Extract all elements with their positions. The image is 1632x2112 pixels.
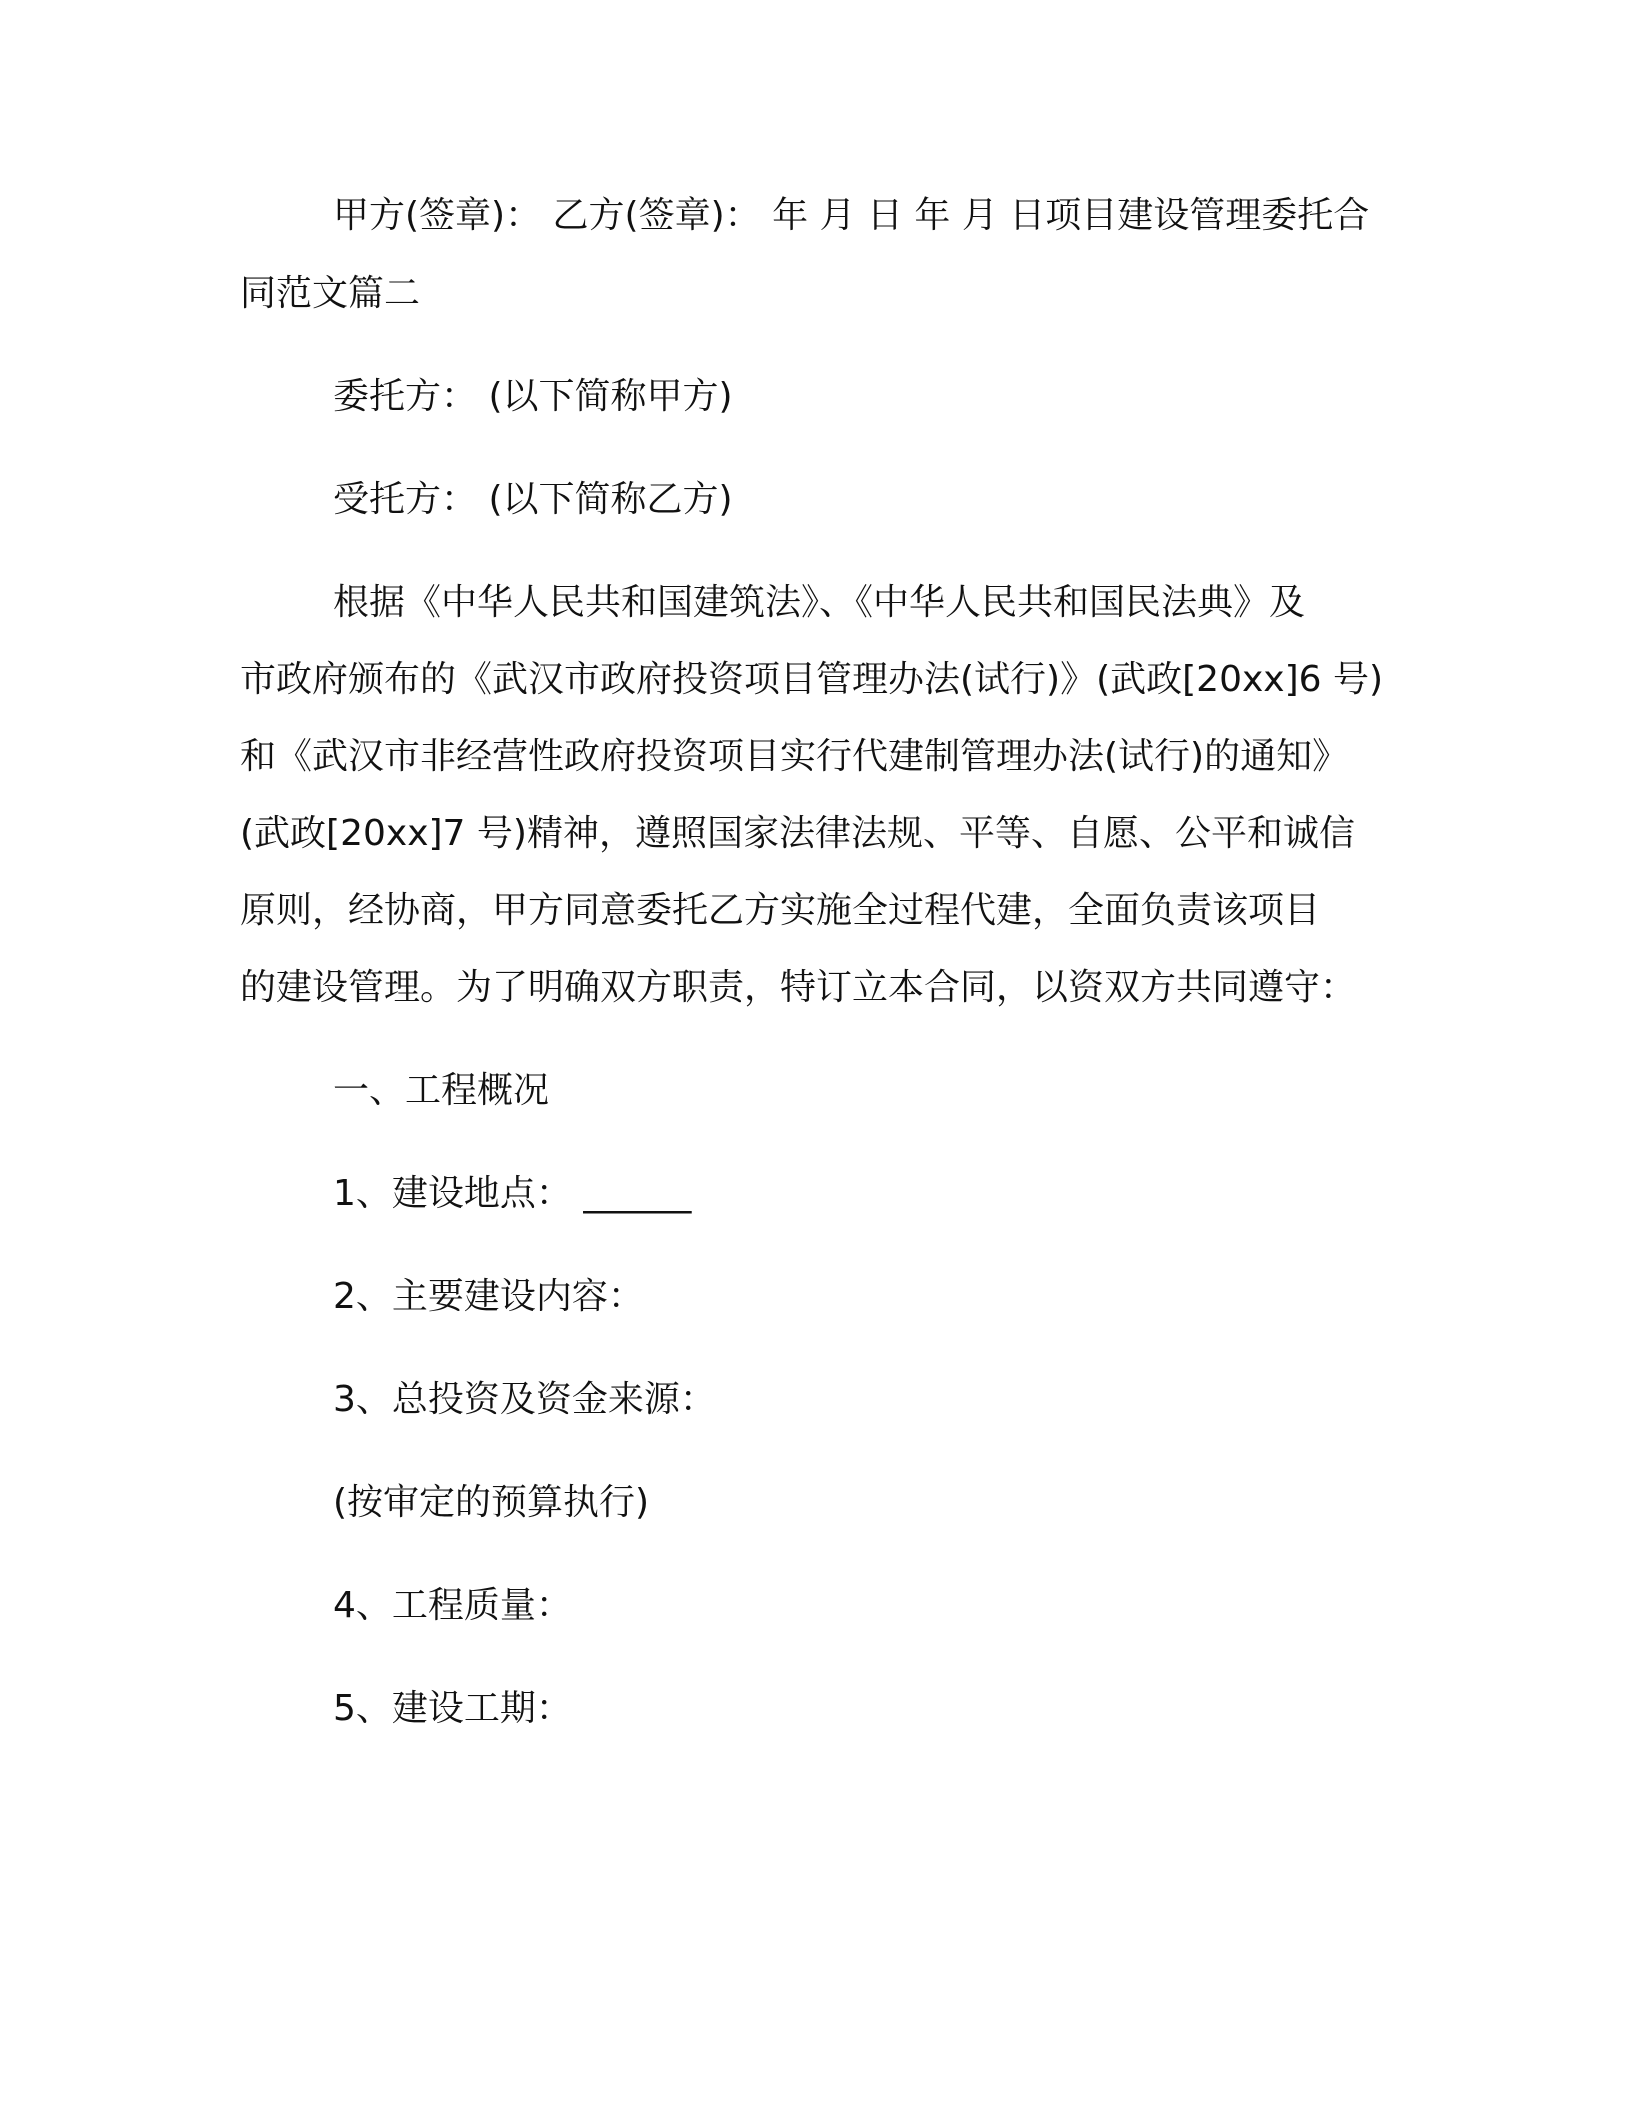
item-location: 1、建设地点： ______ (333, 1173, 692, 1214)
body-paragraph-line-4: (武政[20xx]7 号)精神，遵照国家法律法规、平等、自愿、公平和诚信 (240, 813, 1355, 854)
body-paragraph-line-3: 和《武汉市非经营性政府投资项目实行代建制管理办法(试行)的通知》 (240, 736, 1349, 777)
section-heading: 一、工程概况 (333, 1070, 550, 1111)
body-paragraph-line-6: 的建设管理。为了明确双方职责，特订立本合同，以资双方共同遵守： (240, 967, 1357, 1008)
principal-party: 委托方： (以下简称甲方) (333, 376, 733, 417)
agent-party: 受托方： (以下简称乙方) (333, 479, 733, 520)
item-budget-note: (按审定的预算执行) (333, 1482, 650, 1523)
body-paragraph-line-1: 根据《中华人民共和国建筑法》、《中华人民共和国民法典》及 (333, 582, 1306, 623)
body-paragraph-line-5: 原则，经协商，甲方同意委托乙方实施全过程代建，全面负责该项目 (240, 890, 1321, 931)
title-continuation: 同范文篇二 (240, 273, 421, 314)
item-investment: 3、总投资及资金来源： (333, 1379, 716, 1420)
item-content: 2、主要建设内容： (333, 1276, 644, 1317)
item-schedule: 5、建设工期： (333, 1688, 572, 1729)
body-paragraph-line-2: 市政府颁布的《武汉市政府投资项目管理办法(试行)》(武政[20xx]6 号) (240, 659, 1384, 700)
signature-line: 甲方(签章)： 乙方(签章)： 年 月 日 年 月 日项目建设管理委托合 (333, 195, 1370, 236)
item-quality: 4、工程质量： (333, 1585, 572, 1626)
